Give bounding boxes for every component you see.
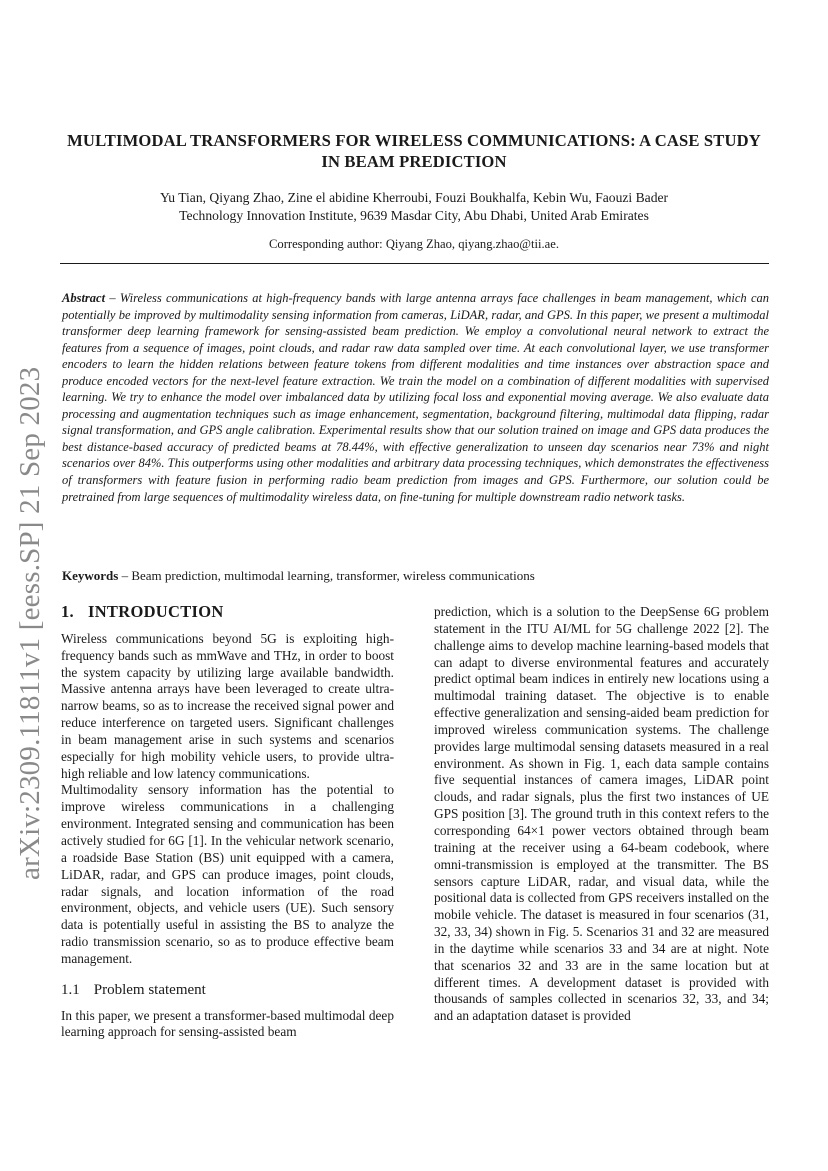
subsection-heading-problem-statement bbox=[61, 982, 394, 999]
keywords-text: Beam prediction, multimodal learning, transformer, wireless communications bbox=[131, 568, 535, 583]
author-block bbox=[60, 189, 768, 224]
section-number: 1. bbox=[61, 602, 74, 621]
subsection-title: Problem statement bbox=[93, 981, 206, 998]
arxiv-identifier-stamp: arXiv:2309.11811v1 [eess.SP] 21 Sep 2023 bbox=[14, 366, 46, 880]
subsection-number: 1.1 bbox=[61, 981, 80, 998]
keywords bbox=[62, 568, 769, 584]
author-list: Yu Tian, Qiyang Zhao, Zine el abidine Kherroubi, Fouzi Boukhalfa, Kebin Wu, Faouzi Bader bbox=[159, 190, 669, 205]
abstract-separator: – bbox=[105, 291, 120, 305]
left-column bbox=[61, 604, 394, 1041]
keywords-separator: – bbox=[118, 568, 132, 583]
abstract-text: Wireless communications at high-frequency bands with large antenna arrays face challenges in beam management, which can potentially be improved by multimodality sensing information from cameras, LiDAR, radar, and GPS. In this paper, we present a multimodal transformer deep learning framework for sensing-assisted beam prediction. We employ a convolutional neural network to extract the features from a sequence of images, point clouds, and radar raw data sampled over time. At each convolutional layer, we use transformer encoders to learn the hidden relations between feature tokens from different modalities and time instances over abstraction space and produce encoded vectors for the next-level feature extraction. We train the model on a combination of different modalities with supervised learning. We try to enhance the model over imbalanced data by utilizing focal loss and exponential moving average. We also evaluate data processing and augmentation techniques such as image enhancement, segmentation, background filtering, multimodal data flipping, radar signal transformation, and GPS angle calibration. Experimental results show that our solution trained on image and GPS data produces the best distance-based accuracy of predicted beams at 78.44%, with effective generalization to unseen day scenarios near 73% and night scenarios over 84%. This outperforms using other modalities and arbitrary data processing techniques, which demonstrates the effectiveness of transformers with feature fusion in performing radio beam prediction from images and GPS. Furthermore, our solution could be pretrained from large sequences of multimodality wireless data, on fine-tuning for multiple downstream radio network tasks. bbox=[62, 291, 769, 504]
right-column bbox=[434, 604, 769, 1025]
problem-statement-continuation: prediction, which is a solution to the DeepSense 6G problem statement in the ITU AI/ML for 5G challenge 2022 [2]. The challenge aims to develop machine learning-based models that can adapt to diverse environmental features and accurately predict optimal beam indices in entirely new locations using a multimodal training dataset. The objective is to enable effective generalization and sensing-aided beam prediction for improved wireless communication systems. The challenge provides large multimodal sensing datasets measured in a real environment. As shown in Fig. 1, each data sample contains five sequential instances of camera images, LiDAR point clouds, and radar signals, plus the first two instances of UE GPS position [3]. The ground truth in this context refers to the corresponding 64×1 power vectors obtained through beam training at the receiver using a 64-beam codebook, where omni-transmission is employed at the transmitter. The BS sensors capture LiDAR, radar, and visual data, while the positional data is collected from GPS receivers installed on the mobile vehicle. The dataset is measured in four scenarios (31, 32, 33, 34) shown in Fig. 5. Scenarios 31 and 32 are measured in the daytime while scenarios 33 and 34 are at night. Note that scenarios 32 and 33 are in the same location but at different times. A development dataset is provided with thousands of samples collected in scenarios 32, 33, and 34; and an adaptation dataset is provided bbox=[434, 604, 769, 1024]
abstract bbox=[62, 290, 769, 505]
section-title: INTRODUCTION bbox=[87, 602, 224, 621]
affiliation: Technology Innovation Institute, 9639 Masdar City, Abu Dhabi, United Arab Emirates bbox=[179, 207, 649, 223]
keywords-label: Keywords bbox=[62, 568, 119, 583]
header-divider bbox=[60, 263, 769, 264]
intro-paragraph-1: Wireless communications beyond 5G is exploiting high-frequency bands such as mmWave and THz, in order to boost the system capacity by utilizing large available bandwidth. Massive antenna arrays have been leveraged to create ultra-narrow beams, so as to increase the received signal power and reduce interference on targeted users. Significant challenges in beam management arise in such systems and scenarios especially for high mobility vehicle users, to provide ultra-high reliable and low latency communications. bbox=[61, 630, 394, 781]
intro-paragraph-2: Multimodality sensory information has the potential to improve wireless communications in a challenging environment. Integrated sensing and communication has been actively studied for 6G [1]. In the vehicular network scenario, a roadside Base Station (BS) unit equipped with a camera, LiDAR, radar, and GPS can produce images, point clouds, radar signals, and location information of the road environment, objects, and vehicle users (UE). Such sensory data is potentially useful in assisting the BS to analyze the radio transmission scenario, so as to produce effective beam management. bbox=[61, 782, 394, 966]
section-heading-introduction bbox=[61, 604, 394, 621]
paper-title: MULTIMODAL TRANSFORMERS FOR WIRELESS COMMUNICATIONS: A CASE STUDY IN BEAM PREDICTION bbox=[67, 131, 761, 171]
abstract-label: Abstract bbox=[62, 291, 106, 305]
corresponding-author: Corresponding author: Qiyang Zhao, qiyang.zhao@tii.ae. bbox=[269, 237, 559, 251]
problem-statement-paragraph: In this paper, we present a transformer-based multimodal deep learning approach for sensing-assisted beam bbox=[61, 1007, 394, 1040]
